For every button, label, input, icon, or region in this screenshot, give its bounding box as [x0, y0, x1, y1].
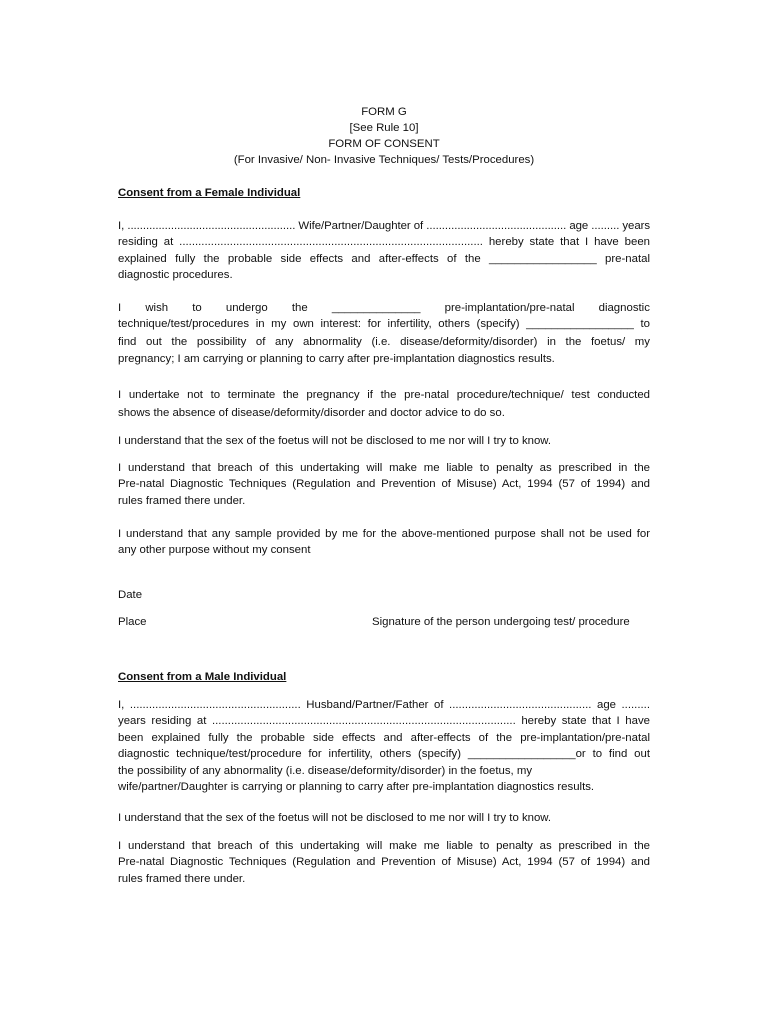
female-section-heading: Consent from a Female Individual — [118, 187, 301, 199]
female-paragraph-4: I understand that the sex of the foetus will not be disclosed to me nor will I try to know. — [118, 435, 552, 447]
female-paragraph-3: I undertake not to terminate the pregnancy if the pre-natal procedure/technique/ test conducted shows the absence of disease/deformity/disorder and doctor advice to do so. — [118, 389, 650, 420]
date-label: Date — [118, 589, 143, 601]
signature-label: Signature of the person undergoing test/ procedure — [372, 616, 630, 628]
female-p2-line-3: find out the possibility of any abnormality (i.e. disease/deformity/disorder) in the foetus/ my — [118, 335, 650, 348]
female-p1-line-1: I, ...................................................... Wife/Partner/Daughter of ............................................. age ......... years — [118, 220, 650, 232]
female-p1-line-4: diagnostic procedures. — [118, 269, 233, 282]
form-rule: [See Rule 10] — [349, 122, 419, 134]
place-label: Place — [118, 616, 147, 628]
female-p1-line-3: explained fully the probable side effects and after-effects of the _________________ pre-natal — [118, 252, 650, 265]
female-p2-line-1: I wish to undergo the ______________ pre-implantation/pre-natal diagnostic — [118, 302, 650, 314]
female-p2-line-4: pregnancy; I am carrying or planning to carry after pre-implantation diagnostics results. — [118, 353, 555, 366]
male-section-heading: Consent from a Male Individual — [118, 671, 287, 683]
form-number: FORM G — [361, 106, 407, 118]
female-paragraph-1 — [118, 218, 650, 284]
form-title: FORM OF CONSENT — [328, 138, 440, 150]
female-paragraph-2 — [118, 300, 650, 368]
male-paragraph-3: I understand that breach of this undertaking will make me liable to penalty as prescribed in the Pre-natal Diagnostic Techniques (Regulation and Prevention of Misuse) Act, 1994 (57 of 1994) and rules framed there under. — [118, 840, 650, 885]
form-subtitle: (For Invasive/ Non- Invasive Techniques/ Tests/Procedures) — [233, 154, 535, 166]
female-p2-line-2: technique/test/procedures in my own interest: for infertility, others (specify) _________________ to — [118, 318, 650, 331]
male-paragraph-2: I understand that the sex of the foetus will not be disclosed to me nor will I try to know. — [118, 812, 552, 824]
female-paragraph-5: I understand that breach of this undertaking will make me liable to penalty as prescribed in the Pre-natal Diagnostic Techniques (Regulation and Prevention of Misuse) Act, 1994 (57 of 1994) and rules framed there under. — [118, 462, 650, 507]
male-paragraph-1: I, ...................................................... Husband/Partner/Father of ............................................. age ......... years residing at ................................................................................................ hereby state that I have been explained fully the probable side effects and after-effects of the pre-implantation/pre-natal diagnostic technique/test/procedure for infertility, others (specify) _________________or to find out the possibility of any abnormality (i.e. disease/deformity/disorder) in the foetus, my wife/partner/Daughter is carrying or planning to carry after pre-implantation diagnostics results. — [118, 699, 650, 794]
female-p1-line-2: residing at ................................................................................................ hereby state that I have been — [118, 236, 650, 249]
female-paragraph-6: I understand that any sample provided by me for the above-mentioned purpose shall not be used for any other purpose without my consent — [118, 528, 650, 557]
